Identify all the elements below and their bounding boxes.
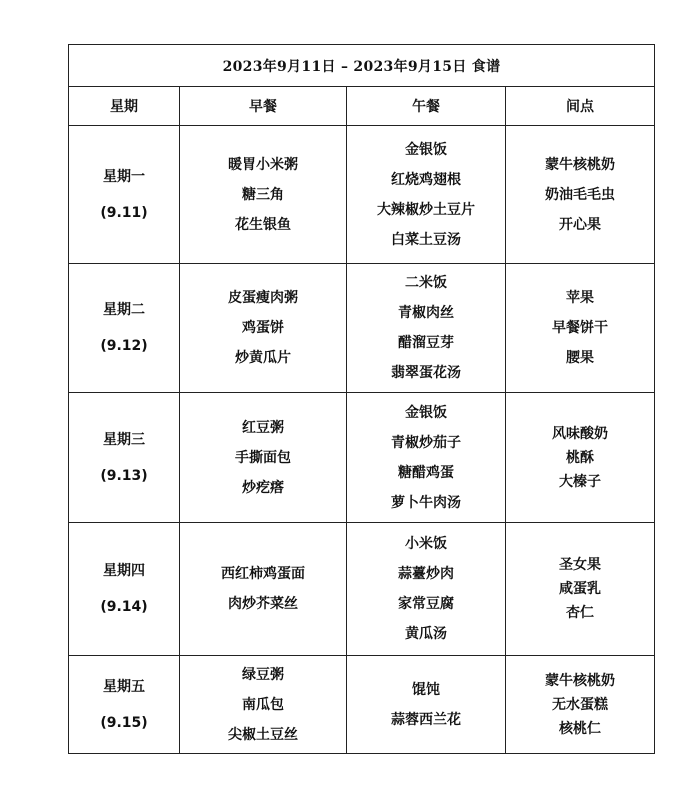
dish: 杏仁	[566, 605, 594, 621]
dish: 红豆粥	[242, 419, 284, 436]
dish: 桃酥	[566, 449, 594, 466]
dish: 腰果	[566, 350, 594, 366]
table-row	[69, 393, 655, 523]
dish: 花生银鱼	[235, 216, 291, 233]
table-row	[69, 523, 655, 656]
dish: 暖胃小米粥	[228, 156, 298, 173]
dish: 红烧鸡翅根	[391, 171, 461, 188]
dish: 蒜薹炒肉	[398, 566, 454, 582]
dish: 萝卜牛肉汤	[391, 494, 461, 511]
header-day: 星期	[69, 87, 180, 126]
header-breakfast: 早餐	[180, 87, 347, 126]
table-row	[69, 264, 655, 393]
table-row	[69, 656, 655, 754]
lunch-cell	[347, 393, 506, 523]
dish: 手撕面包	[235, 449, 291, 466]
day-date: (9.12)	[100, 338, 148, 354]
day-name: 星期四	[103, 563, 145, 579]
day-cell	[69, 656, 180, 754]
dish: 西红柿鸡蛋面	[221, 566, 305, 582]
snack-cell	[506, 264, 655, 393]
dish: 咸蛋乳	[559, 581, 601, 597]
snack-cell	[506, 656, 655, 754]
day-name: 星期三	[103, 431, 145, 448]
day-date: (9.13)	[100, 467, 148, 484]
dish: 尖椒土豆丝	[228, 726, 298, 743]
menu-title: 2023年9月11日 – 2023年9月15日 食谱	[69, 45, 655, 87]
lunch-cell	[347, 523, 506, 656]
breakfast-cell	[180, 264, 347, 393]
dish: 金银饭	[405, 404, 447, 421]
header-row	[69, 87, 655, 126]
dish: 蒜蓉西兰花	[391, 711, 461, 728]
dish: 金银饭	[405, 141, 447, 158]
dish: 风味酸奶	[552, 425, 608, 442]
dish: 大榛子	[559, 473, 601, 490]
table-row	[69, 126, 655, 264]
dish: 圣女果	[559, 557, 601, 573]
lunch-cell	[347, 656, 506, 754]
dish: 二米饭	[405, 275, 447, 291]
dish: 黄瓜汤	[405, 626, 447, 642]
dish: 小米饭	[405, 536, 447, 552]
weekly-menu-table	[68, 44, 655, 754]
dish: 奶油毛毛虫	[545, 186, 615, 203]
dish: 大辣椒炒土豆片	[377, 201, 475, 218]
day-cell	[69, 523, 180, 656]
dish: 绿豆粥	[242, 666, 284, 683]
breakfast-cell	[180, 126, 347, 264]
lunch-cell	[347, 126, 506, 264]
day-cell	[69, 126, 180, 264]
dish: 醋溜豆芽	[398, 335, 454, 351]
day-cell	[69, 393, 180, 523]
breakfast-cell	[180, 393, 347, 523]
dish: 翡翠蛋花汤	[391, 365, 461, 381]
day-name: 星期二	[103, 302, 145, 318]
dish: 糖醋鸡蛋	[398, 464, 454, 481]
lunch-cell	[347, 264, 506, 393]
dish: 糖三角	[242, 186, 284, 203]
dish: 苹果	[566, 290, 594, 306]
breakfast-cell	[180, 523, 347, 656]
dish: 蒙牛核桃奶	[545, 672, 615, 689]
dish: 炒黄瓜片	[235, 350, 291, 366]
dish: 青椒炒茄子	[391, 434, 461, 451]
dish: 核桃仁	[559, 720, 601, 737]
dish: 馄饨	[412, 681, 440, 698]
snack-cell	[506, 126, 655, 264]
dish: 蒙牛核桃奶	[545, 156, 615, 173]
dish: 无水蛋糕	[552, 696, 608, 713]
day-date: (9.14)	[100, 599, 148, 615]
dish: 早餐饼干	[552, 320, 608, 336]
header-snack: 间点	[506, 87, 655, 126]
dish: 皮蛋瘦肉粥	[228, 290, 298, 306]
dish: 肉炒芥菜丝	[228, 596, 298, 612]
header-lunch: 午餐	[347, 87, 506, 126]
dish: 南瓜包	[242, 696, 284, 713]
day-date: (9.15)	[100, 714, 148, 731]
breakfast-cell	[180, 656, 347, 754]
dish: 白菜土豆汤	[391, 231, 461, 248]
dish: 炒疙瘩	[242, 479, 284, 496]
snack-cell	[506, 523, 655, 656]
dish: 鸡蛋饼	[242, 320, 284, 336]
dish: 开心果	[559, 216, 601, 233]
snack-cell	[506, 393, 655, 523]
day-cell	[69, 264, 180, 393]
dish: 家常豆腐	[398, 596, 454, 612]
dish: 青椒肉丝	[398, 305, 454, 321]
day-name: 星期一	[103, 168, 145, 185]
day-name: 星期五	[103, 678, 145, 695]
day-date: (9.11)	[100, 204, 148, 221]
